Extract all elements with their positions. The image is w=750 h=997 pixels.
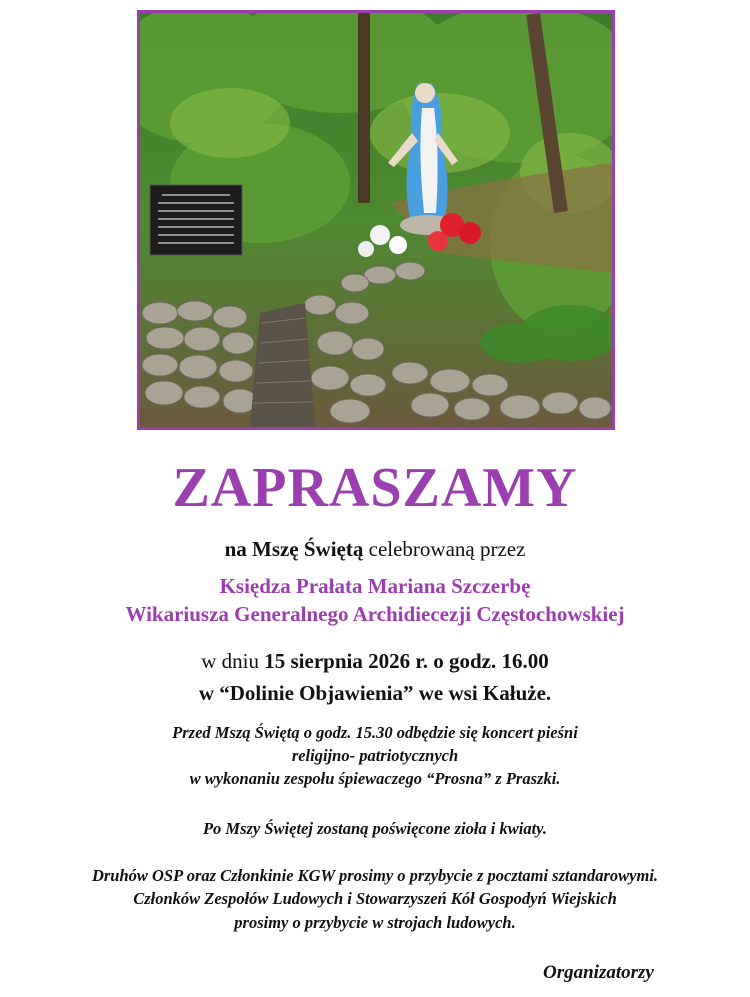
concert-line-3: w wykonaniu zespołu śpiewaczego “Prosna” z Praszki. [189,769,561,788]
blessing-note: Po Mszy Świętej zostaną poświęcone zioła i kwiaty. [202,819,548,838]
invite-line-2: Członków Zespołów Ludowych i Stowarzyszeń Kół Gospodyń Wiejskich [133,889,617,908]
invite-line-1: Druhów OSP oraz Członkinie KGW prosimy o przybycie z pocztami sztandarowymi. [91,866,659,885]
concert-line-1: Przed Mszą Świętą o godz. 15.30 odbędzie się koncert pieśni [172,723,578,742]
celebrant-title: Wikariusza Generalnego Archidiecezji Częstochowskiej [125,602,625,626]
mass-intro-rest: celebrowaną przez [363,537,526,561]
event-date [0,647,750,675]
celebrant-name: Księdza Prałata Mariana Szczerbę [219,574,531,598]
event-place: w “Dolinie Objawienia” we wsi Kałuże. [198,681,552,705]
mass-intro-bold: na Mszę Świętą [224,537,364,561]
signature: Organizatorzy [543,962,654,983]
headline: ZAPRASZAMY [172,457,578,519]
grotto-photo [137,10,615,430]
concert-line-2: religijno- patriotycznych [291,746,459,765]
event-date-value: 15 sierpnia 2026 r. o godz. 16.00 [264,649,549,673]
grotto-illustration [140,13,612,427]
invite-line-3: prosimy o przybycie w strojach ludowych. [234,913,516,932]
event-date-prefix: w dniu [201,649,265,673]
mass-intro [0,536,750,562]
